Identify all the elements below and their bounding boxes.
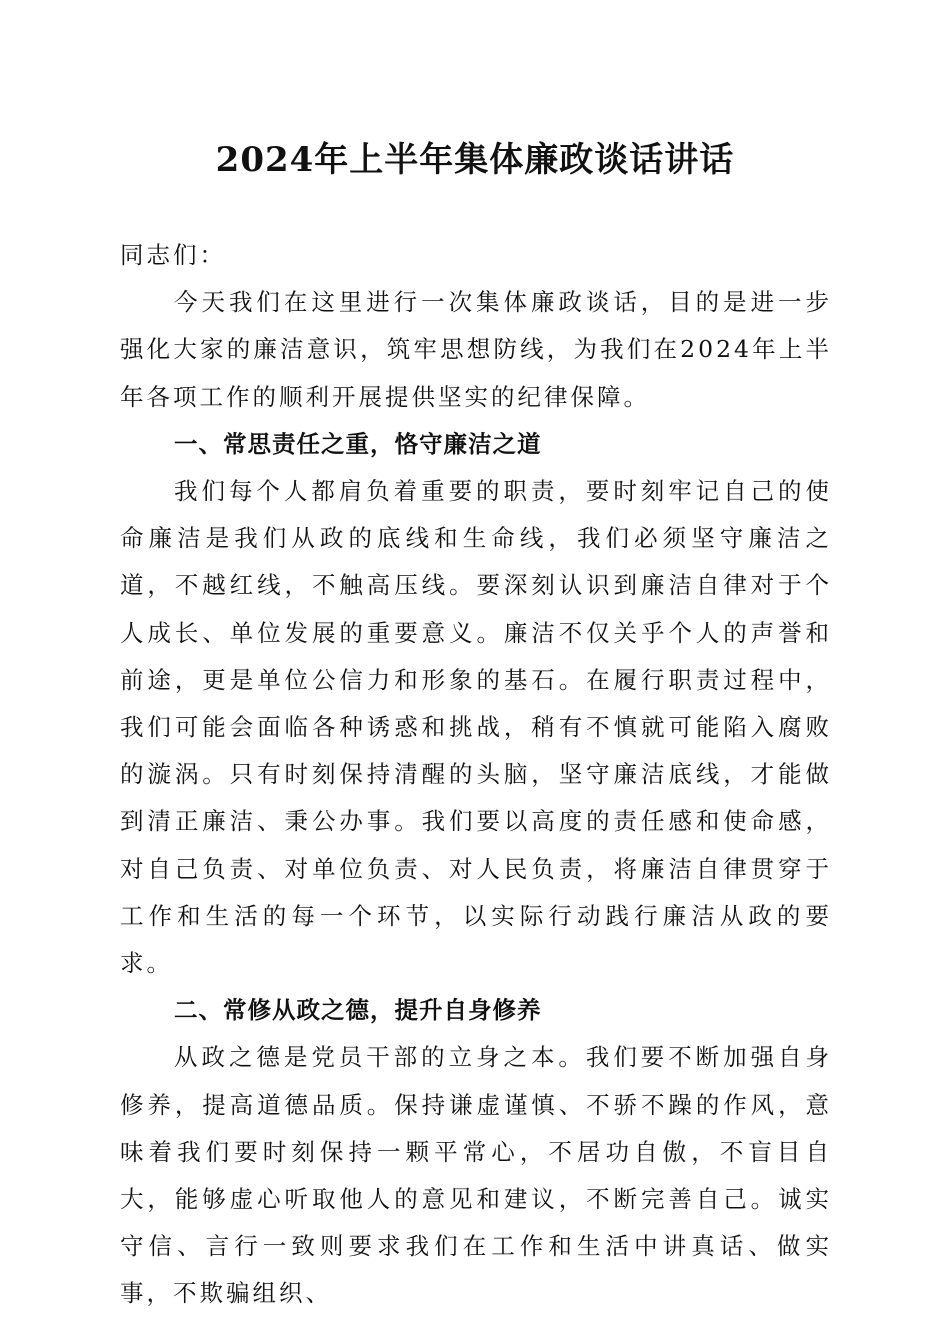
document-title: 2024年上半年集体廉政谈话讲话 [215,140,735,180]
section-heading-2: 二、常修从政之德，提升自身修养 [174,996,542,1025]
document-body [120,232,832,1318]
salutation: 同志们： [120,241,226,269]
section-heading-1: 一、常思责任之重，恪守廉洁之道 [174,429,542,458]
section-paragraph-2: 从政之德是党员干部的立身之本。我们要不断加强自身修养，提高道德品质。保持谦虚谨慎、不骄不躁的作风，意味着我们要时刻保持一颗平常心，不居功自傲，不盲目自大，能够虚心听取他人的意见和建议，不断完善自己。诚实守信、言行一致则要求我们在工作和生活中讲真话、做实事，不欺骗组织、 [120,1043,832,1308]
intro-paragraph: 今天我们在这里进行一次集体廉政谈话，目的是进一步强化大家的廉洁意识，筑牢思想防线，为我们在2024年上半年各项工作的顺利开展提供坚实的纪律保障。 [120,288,832,411]
section-paragraph-1: 我们每个人都肩负着重要的职责，要时刻牢记自己的使命廉洁是我们从政的底线和生命线，我们必须坚守廉洁之道，不越红线，不触高压线。要深刻认识到廉洁自律对于个人成长、单位发展的重要意义。廉洁不仅关乎个人的声誉和前途，更是单位公信力和形象的基石。在履行职责过程中，我们可能会面临各种诱惑和挑战，稍有不慎就可能陷入腐败的漩涡。只有时刻保持清醒的头脑，坚守廉洁底线，才能做到清正廉洁、秉公办事。我们要以高度的责任感和使命感，对自己负责、对单位负责、对人民负责，将廉洁自律贯穿于工作和生活的每一个环节，以实际行动践行廉洁从政的要求。 [120,477,832,978]
